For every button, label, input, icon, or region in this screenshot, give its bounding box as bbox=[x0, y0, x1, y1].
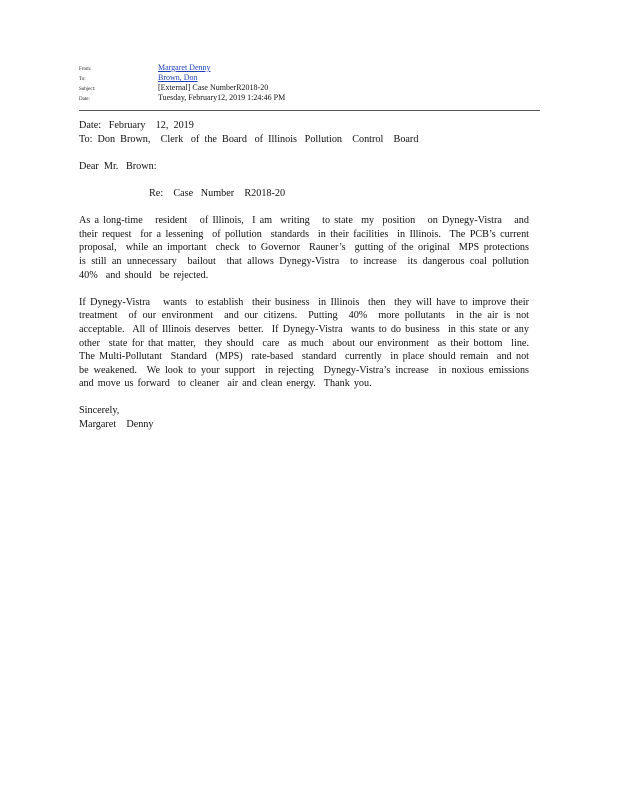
spacer bbox=[79, 146, 529, 160]
signature: Margaret Denny bbox=[79, 419, 154, 431]
paragraph-2: If Dynegy-Vistra wants to establish their business in Illinois then they will have to improve their treatment of our environment and our citizens. Putting 40% more pollutants in the air is not acceptable. All of Illinois deserves better. If Dynegy-Vistra wants to do business in this state or any other state for that matter, they should care as much about our environment as their bottom line. The Multi-Pollutant Standard (MPS) rate-based standard currently in place should remain and not be weakened. We look to your support in rejecting Dynegy-Vistra’s increase in noxious emissions and move us forward to cleaner air and clean energy. Thank you. bbox=[79, 296, 538, 390]
subject-label: Subject: bbox=[79, 87, 96, 92]
letter-date: Date: February 12, 2019 bbox=[79, 120, 194, 131]
date-label: Date: bbox=[79, 97, 90, 102]
from-label: From: bbox=[79, 67, 92, 72]
salutation: Dear Mr. Brown: bbox=[79, 160, 157, 172]
to-link[interactable]: Brown, Don bbox=[158, 73, 198, 82]
email-header bbox=[79, 63, 539, 103]
letter-recipient: To: Don Brown, Clerk of the Board of Illinois Pollution Control Board bbox=[79, 133, 419, 145]
from-row bbox=[79, 63, 539, 73]
paragraph-1: As a long-time resident of Illinois, I am writing to state my position on Dynegy-Vistra and their request for a lessening of pollution standards in their facilities in Illinois. The PCB’s current proposal, while an important check to Governor Rauner’s gutting of the original MPS protections is still an unnecessary bailout that allows Dynegy-Vistra to increase its dangerous coal pollution 40% and should be rejected. bbox=[79, 215, 538, 281]
re-line: Re: Case Number R2018-20 bbox=[149, 187, 286, 199]
spacer bbox=[79, 173, 529, 187]
to-label: To: bbox=[79, 77, 86, 82]
closing: Sincerely, bbox=[79, 405, 120, 417]
from-link[interactable]: Margaret Denny bbox=[158, 63, 211, 72]
letter-body bbox=[79, 119, 538, 432]
subject-value: [External] Case NumberR2018-20 bbox=[158, 83, 269, 92]
to-row bbox=[79, 73, 539, 83]
spacer bbox=[79, 201, 529, 215]
date-value: Tuesday, February12, 2019 1:24:46 PM bbox=[158, 93, 286, 102]
date-row bbox=[79, 93, 539, 103]
subject-row bbox=[79, 83, 539, 93]
header-divider bbox=[79, 110, 540, 111]
